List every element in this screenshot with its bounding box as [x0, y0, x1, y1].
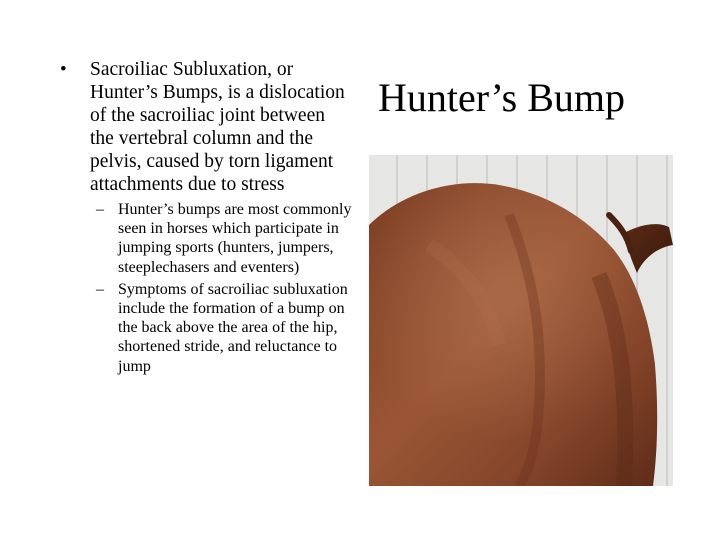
bullet-text: Sacroiliac Subluxation, or Hunter’s Bumps, is a dislocation of the sacroiliac joint between the vertebral column and the pelvis, caused by torn ligament attachments due to stress [90, 59, 345, 195]
sub-bullet-item [90, 200, 352, 277]
sub-bullet-text: Symptoms of sacroiliac subluxation include the formation of a bump on the back above the area of the hip, shortened stride, and reluctance to jump [118, 280, 348, 375]
bullet-marker: • [60, 59, 67, 80]
sub-bullet-text: Hunter’s bumps are most commonly seen in horses which participate in jumping sports (hunters, jumpers, steeplechasers and eventers) [118, 201, 352, 276]
horse-hindquarters-photo [369, 155, 673, 486]
bullet-list [60, 58, 352, 376]
sub-bullet-marker: – [96, 280, 104, 298]
sub-bullet-item [90, 280, 352, 376]
slide-title: Hunter’s Bump [378, 75, 626, 120]
slide-content [60, 58, 352, 379]
sub-bullet-list [90, 200, 352, 376]
sub-bullet-marker: – [96, 201, 104, 218]
bullet-item [60, 58, 352, 376]
